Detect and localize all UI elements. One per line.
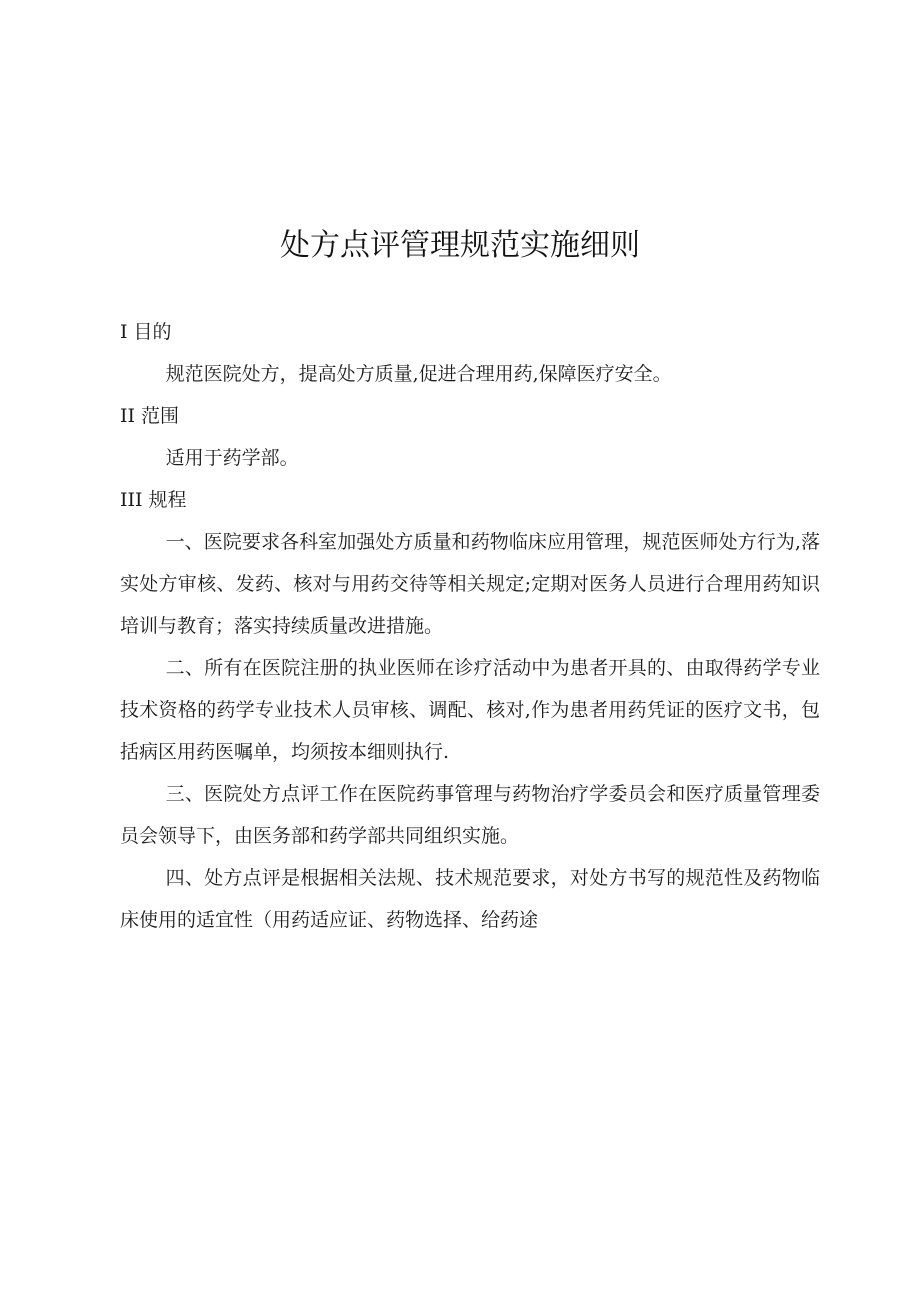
procedure-paragraph-4: 四、处方点评是根据相关法规、技术规范要求，对处方书写的规范性及药物临床使用的适宜性（用药适应证、药物选择、给药途 — [120, 867, 820, 931]
document-body — [120, 311, 820, 941]
document-title: 处方点评管理规范实施细则 — [280, 228, 640, 263]
section-heading-purpose: I 目的 — [120, 321, 172, 343]
section-paragraph-purpose: 规范医院处方，提高处方质量,促进合理用药,保障医疗安全。 — [165, 363, 672, 385]
procedure-paragraph-3: 三、医院处方点评工作在医院药事管理与药物治疗学委员会和医疗质量管理委员会领导下，由医务部和药学部共同组织实施。 — [120, 783, 820, 847]
section-heading-scope: II 范围 — [120, 405, 180, 427]
procedure-paragraph-1: 一、医院要求各科室加强处方质量和药物临床应用管理，规范医师处方行为,落实处方审核、发药、核对与用药交待等相关规定;定期对医务人员进行合理用药知识培训与教育；落实持续质量改进措施。 — [120, 531, 820, 637]
procedure-paragraph-2: 二、所有在医院注册的执业医师在诊疗活动中为患者开具的、由取得药学专业技术资格的药学专业技术人员审核、调配、核对,作为患者用药凭证的医疗文书，包括病区用药医嘱单，均须按本细则执行. — [120, 657, 820, 763]
section-paragraph-scope: 适用于药学部。 — [165, 447, 299, 469]
section-heading-procedures: III 规程 — [120, 489, 187, 511]
